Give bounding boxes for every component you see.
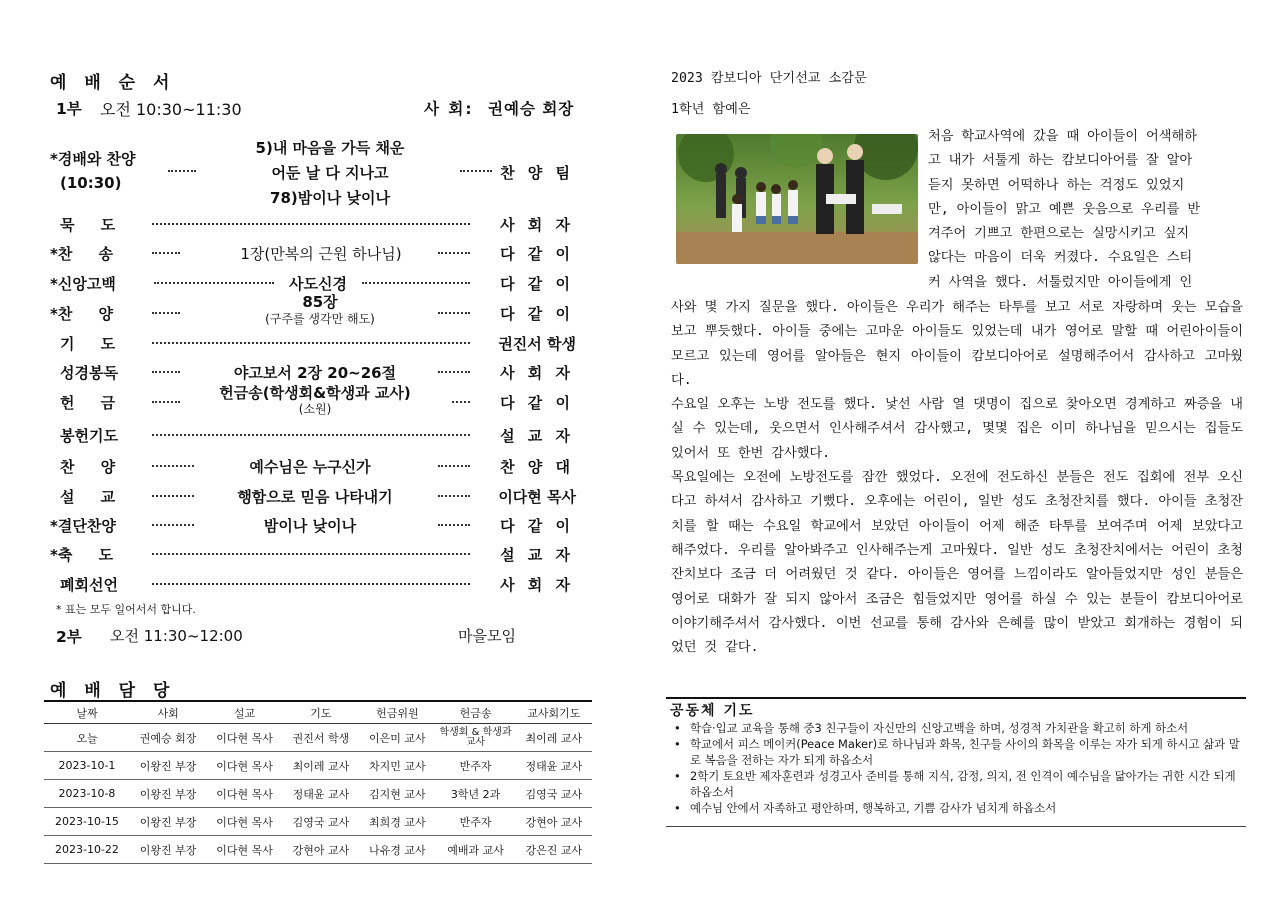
- dotted-leader: [152, 553, 470, 555]
- essay-line: 않다는 마음이 더욱 커졌다. 수요일은 스티: [928, 250, 1193, 266]
- table-cell: 이다현 목사: [206, 808, 282, 836]
- order-item-sub: (구주를 생각만 해도): [265, 312, 375, 326]
- dotted-leader: [152, 401, 180, 403]
- order-item-leader: 찬 양 팀: [500, 164, 574, 182]
- order-row: [50, 293, 580, 328]
- list-item: • 학교에서 피스 메이커(Peace Maker)로 하나님과 화목, 친구들 사이의 화목을 이루는 자가 되게 하시고 삶과 말로 복음을 전하는 자가 되게 하옵소서: [668, 736, 1248, 768]
- essay-body: [671, 296, 1243, 660]
- order-item-leader: 권진서 학생: [498, 335, 576, 353]
- order-item-content: 예수님은 누구신가: [249, 458, 371, 476]
- table-cell: 이왕진 부장: [130, 752, 206, 780]
- order-item-leader: 다 같 이: [500, 245, 574, 263]
- service2-activity: 마을모임: [458, 627, 516, 645]
- column-header: 설교: [206, 701, 282, 724]
- table-cell: 권예승 회장: [130, 724, 206, 752]
- column-header: 헌금위원: [359, 701, 435, 724]
- dotted-leader: [362, 282, 470, 284]
- order-item-name: 성경봉독: [60, 364, 118, 382]
- dotted-leader: [152, 465, 194, 467]
- column-header: 사회: [130, 701, 206, 724]
- dotted-leader: [438, 495, 470, 497]
- table-cell: 오늘: [44, 724, 130, 752]
- mission-trip-photo: [676, 134, 918, 264]
- essay-paragraph: 사와 몇 가지 질문을 했다. 아이들은 우리가 해주는 타투를 보고 서로 자랑하며 웃는 모습을 보고 뿌듯했다. 아이들 중에는 고마운 아이들도 있었는데 내가 영어로 말할 때 어린아이들이 모르고 있는데 영어를 알아들은 현지 아이들이 캄보디아어로 설명해주어서 감사하고 고마웠다.: [671, 300, 1243, 388]
- dotted-leader: [438, 524, 470, 526]
- table-cell: 김영국 교사: [283, 808, 359, 836]
- table-cell: 이다현 목사: [206, 780, 282, 808]
- order-item-leader: 사 회 자: [500, 216, 574, 234]
- table-cell: 반주자: [436, 752, 516, 780]
- dotted-leader: [460, 170, 492, 172]
- table-cell: 이왕진 부장: [130, 780, 206, 808]
- table-cell: 이다현 목사: [206, 724, 282, 752]
- order-item-name: 봉헌기도: [60, 427, 118, 445]
- order-row: [50, 329, 580, 355]
- table-cell: 최이레 교사: [516, 724, 592, 752]
- song-1: 5)내 마음을 가득 채운: [255, 139, 405, 157]
- column-header: 교사회기도: [516, 701, 592, 724]
- table-cell: 2023-10-22: [44, 836, 130, 864]
- essay-author: 1학년 함예은: [671, 102, 751, 117]
- table-header-row: [44, 701, 592, 724]
- order-row: [50, 134, 580, 210]
- song-3: 78)밤이나 낮이나: [270, 189, 390, 207]
- dotted-leader: [152, 223, 470, 225]
- service2-label: 2부: [56, 628, 82, 646]
- order-item-leader: 설 교 자: [500, 427, 574, 445]
- order-item-name: *찬 양: [50, 305, 113, 323]
- prayer-title: 공동체 기도: [670, 703, 755, 719]
- divider: [666, 697, 1246, 699]
- order-item-leader: 설 교 자: [500, 546, 574, 564]
- order-item-name: 기 도: [60, 335, 116, 353]
- order-item-name: *찬 송: [50, 245, 113, 263]
- order-row: [50, 269, 580, 295]
- service2-time: 오전 11:30~12:00: [110, 627, 243, 645]
- table-cell: 이은미 교사: [359, 724, 435, 752]
- column-header: 날짜: [44, 701, 130, 724]
- table-row: [44, 836, 592, 864]
- dotted-leader: [168, 170, 196, 172]
- order-row: [50, 540, 580, 566]
- order-item-leader: 사 회 자: [500, 364, 574, 382]
- essay-paragraph: 목요일에는 오전에 노방전도를 잠깐 했었다. 오전에 전도하신 분들은 전도 집회에 전부 오신다고 하셔서 감사하고 기뻤다. 오후에는 어린이, 일반 성도 초청잔치를 했다. 아이들 초청잔치를 할 때는 수요일 학교에서 보았던 아이들이 어제 해준 타투를 보여주며 어제 보았다고 해주었다. 우리를 알아봐주고 인사해주는게 고마웠다. 일반 성도 초청잔치에서는 어린이 초청잔치보다 조금 더 어려웠던 것 같다. 아이들은 영어를 느낌이라도 알아들었지만 성인 분들은 영어로 대화가 잘 되지 않아서 조금은 힘들었지만 영어를 하실 수 있는 분들이 캄보디아어로 이야기해주셔서 감사했다. 이번 선교를 통해 감사와 은혜를 많이 받았고 회개하는 경험이 되었던 것 같다.: [671, 470, 1243, 656]
- essay-line: 겨주어 기쁘고 한편으로는 실망시키고 싶지: [928, 226, 1190, 242]
- essay-line: 만, 아이들이 맑고 예쁜 웃음으로 우리를 반: [928, 201, 1201, 217]
- table-cell: 강은진 교사: [516, 836, 592, 864]
- table-cell: 2023-10-8: [44, 780, 130, 808]
- essay-paragraph: 수요일 오후는 노방 전도를 했다. 낯선 사람 열 댓명이 집으로 찾아오면 경계하고 짜증을 내실 수 있는데, 웃으면서 인사해주셔서 감사했고, 몇몇 집은 이미 하나님을 믿으시는 집들도 있어서 또 한번 감사했다.: [671, 397, 1243, 461]
- dotted-leader: [152, 371, 180, 373]
- divider: [666, 826, 1246, 827]
- dotted-leader: [152, 524, 194, 526]
- table-cell: 3학년 2과: [436, 780, 516, 808]
- order-item-name: *결단찬양: [50, 517, 116, 535]
- table-cell: 나유경 교사: [359, 836, 435, 864]
- essay-line: 고 내가 서툴게 하는 캄보디아어를 잘 알아: [928, 153, 1193, 169]
- order-item-content: 밤이나 낮이나: [263, 517, 357, 535]
- table-cell: 최이레 교사: [283, 752, 359, 780]
- order-item-name: *경배와 찬양: [50, 150, 136, 168]
- table-row: [44, 724, 592, 752]
- column-header: 기도: [283, 701, 359, 724]
- order-row: [50, 210, 580, 236]
- order-item-leader: 다 같 이: [500, 394, 574, 412]
- table-cell: 강현아 교사: [283, 836, 359, 864]
- order-item-leader: 사 회 자: [500, 576, 574, 594]
- table-cell: 예배과 교사: [436, 836, 516, 864]
- order-item-content: 헌금송(학생회&학생과 교사): [219, 384, 411, 402]
- service1-time: 오전 10:30~11:30: [100, 100, 242, 119]
- host-label: 사 회:: [424, 100, 474, 118]
- table-cell: 김영국 교사: [516, 780, 592, 808]
- song-2: 어둔 날 다 지나고: [271, 164, 389, 182]
- dotted-leader: [152, 583, 470, 585]
- order-item-content: 사도신경: [289, 275, 347, 293]
- dotted-leader: [152, 342, 470, 344]
- dotted-leader: [152, 434, 470, 436]
- order-item-leader: 이다현 목사: [498, 488, 576, 506]
- order-item-content: 1장(만복의 근원 하나님): [240, 245, 402, 263]
- dotted-leader: [154, 282, 274, 284]
- order-row: [50, 358, 580, 384]
- order-item-name: 설 교: [60, 488, 116, 506]
- essay-line: 처음 학교사역에 갔을 때 아이들이 어색해하: [928, 129, 1198, 144]
- order-item-sub: (소원): [298, 402, 332, 416]
- dotted-leader: [152, 495, 194, 497]
- order-item-leader: 다 같 이: [500, 517, 574, 535]
- order-title: 예 배 순 서: [50, 73, 176, 93]
- order-item-name: *신앙고백: [50, 275, 116, 293]
- order-item-name: *축 도: [50, 546, 113, 564]
- table-cell: 학생회 & 학생과 교사: [436, 724, 516, 752]
- list-item: • 2학기 토요반 제자훈련과 성경고사 준비를 통해 지식, 감정, 의지, 전 인격이 예수님을 닮아가는 귀한 시간 되게 하옵소서: [668, 768, 1248, 800]
- order-row: [50, 570, 580, 596]
- duty-table: [44, 700, 592, 864]
- order-row: [50, 452, 580, 478]
- table-cell: 권진서 학생: [283, 724, 359, 752]
- table-cell: 강현아 교사: [516, 808, 592, 836]
- order-row: [50, 384, 580, 417]
- order-item-name: 헌 금: [60, 394, 116, 412]
- table-cell: 이다현 목사: [206, 752, 282, 780]
- table-cell: 정태윤 교사: [516, 752, 592, 780]
- host-name: 권예승 회장: [488, 100, 575, 118]
- standing-note: * 표는 모두 일어서서 합니다.: [56, 603, 196, 616]
- order-item-content: 야고보서 2장 20~26절: [233, 364, 397, 382]
- order-row: [50, 421, 580, 447]
- table-cell: 반주자: [436, 808, 516, 836]
- table-row: [44, 808, 592, 836]
- order-item-content: 85장: [302, 293, 338, 311]
- dotted-leader: [152, 312, 180, 314]
- order-item-name: 찬 양: [60, 458, 116, 476]
- table-cell: 2023-10-1: [44, 752, 130, 780]
- essay-line: 커 사역을 했다. 서툴렀지만 아이들에게 인: [928, 274, 1193, 290]
- dotted-leader: [438, 465, 470, 467]
- table-row: [44, 780, 592, 808]
- order-item-leader: 찬 양 대: [500, 458, 574, 476]
- table-cell: 2023-10-15: [44, 808, 130, 836]
- order-item-name: 폐회선언: [60, 576, 118, 594]
- table-cell: 차지민 교사: [359, 752, 435, 780]
- table-cell: 정태윤 교사: [283, 780, 359, 808]
- prayer-list: [668, 720, 1248, 816]
- dotted-leader: [152, 252, 180, 254]
- order-row: [50, 511, 580, 537]
- dotted-leader: [452, 401, 470, 403]
- dotted-leader: [438, 371, 470, 373]
- table-cell: 이왕진 부장: [130, 808, 206, 836]
- service1-label: 1부: [56, 100, 82, 118]
- table-cell: 김지현 교사: [359, 780, 435, 808]
- dotted-leader: [438, 312, 470, 314]
- table-cell: 최희경 교사: [359, 808, 435, 836]
- order-item-content: 행함으로 믿음 나타내기: [237, 488, 393, 506]
- order-item-leader: 다 같 이: [500, 305, 574, 323]
- column-header: 헌금송: [436, 701, 516, 724]
- duty-title: 예 배 담 당: [50, 681, 176, 701]
- essay-line: 듣지 못하면 어떡하나 하는 걱정도 있었지: [928, 177, 1185, 193]
- dotted-leader: [438, 252, 470, 254]
- list-item: • 예수님 안에서 자족하고 평안하며, 행복하고, 기쁨 감사가 넘치게 하옵소서: [668, 800, 1248, 816]
- essay-title: 2023 캄보디아 단기선교 소감문: [671, 71, 867, 86]
- table-row: [44, 752, 592, 780]
- table-cell: 이왕진 부장: [130, 836, 206, 864]
- order-row: [50, 482, 580, 508]
- order-item-name: 묵 도: [60, 216, 116, 234]
- list-item: • 학습·입교 교육을 통해 중3 친구들이 자신만의 신앙고백을 하며, 성경적 가치관을 확고히 하게 하소서: [668, 720, 1248, 736]
- essay-beside-photo: [928, 125, 1243, 295]
- photo-icon: [676, 134, 918, 264]
- order-row: [50, 239, 580, 265]
- order-item-time: (10:30): [60, 174, 122, 192]
- order-item-leader: 다 같 이: [500, 275, 574, 293]
- table-cell: 이다현 목사: [206, 836, 282, 864]
